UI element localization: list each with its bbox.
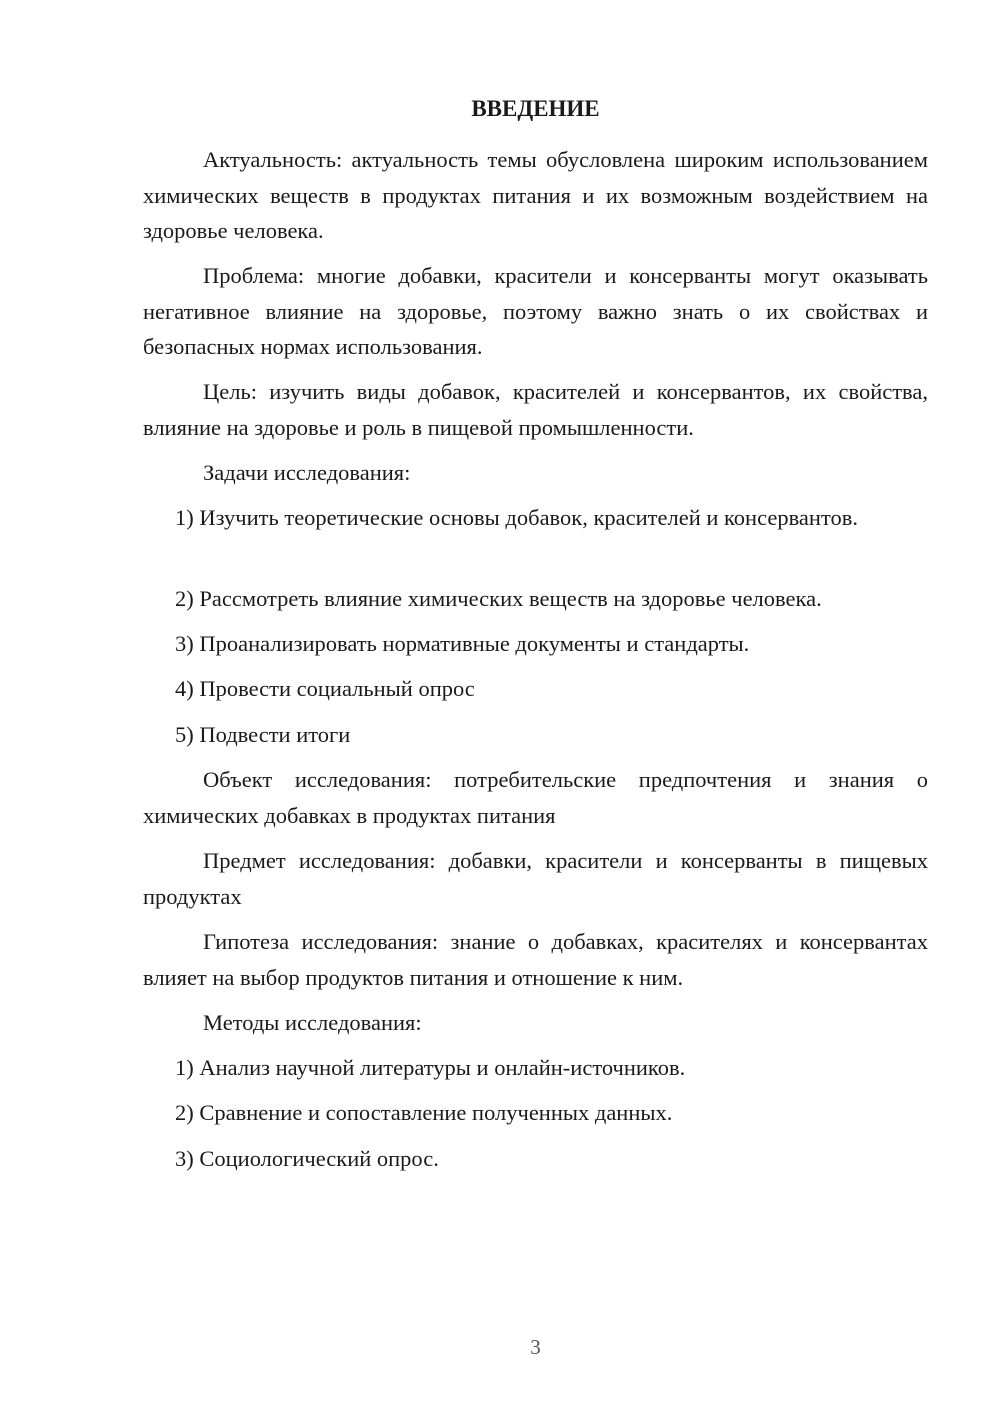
page-number: 3 — [530, 1335, 541, 1359]
paragraph-goal: Цель: изучить виды добавок, красителей и консервантов, их свойства, влияние на здоровье и роль в пищевой промышленности. — [143, 379, 928, 440]
paragraph-relevance: Актуальность: актуальность темы обусловлена широким использованием химических веществ в продуктах питания и их возможным воздействием на здоровье человека. — [143, 147, 928, 243]
page-title: ВВЕДЕНИЕ — [471, 96, 600, 121]
task-item-3: 3) Проанализировать нормативные документы и стандарты. — [175, 631, 750, 656]
paragraph-problem: Проблема: многие добавки, красители и консерванты могут оказывать негативное влияние на здоровье, поэтому важно знать о их свойствах и безопасных нормах использования. — [143, 263, 928, 359]
task-item-5: 5) Подвести итоги — [175, 722, 351, 747]
methods-heading: Методы исследования: — [203, 1010, 422, 1035]
method-item-1: 1) Анализ научной литературы и онлайн-источников. — [175, 1055, 686, 1080]
tasks-heading: Задачи исследования: — [203, 460, 411, 485]
paragraph-object: Объект исследования: потребительские предпочтения и знания о химических добавках в продуктах питания — [143, 767, 928, 828]
method-item-2: 2) Сравнение и сопоставление полученных данных. — [175, 1100, 673, 1125]
task-item-1: 1) Изучить теоретические основы добавок, красителей и консервантов. — [175, 505, 858, 530]
method-item-3: 3) Социологический опрос. — [175, 1146, 439, 1171]
paragraph-subject: Предмет исследования: добавки, красители и консерванты в пищевых продуктах — [143, 848, 928, 909]
task-item-2: 2) Рассмотреть влияние химических веществ на здоровье человека. — [175, 586, 822, 611]
document-page — [143, 0, 928, 1414]
paragraph-hypothesis: Гипотеза исследования: знание о добавках, красителях и консервантах влияет на выбор продуктов питания и отношение к ним. — [143, 929, 928, 990]
task-item-4: 4) Провести социальный опрос — [175, 676, 475, 701]
